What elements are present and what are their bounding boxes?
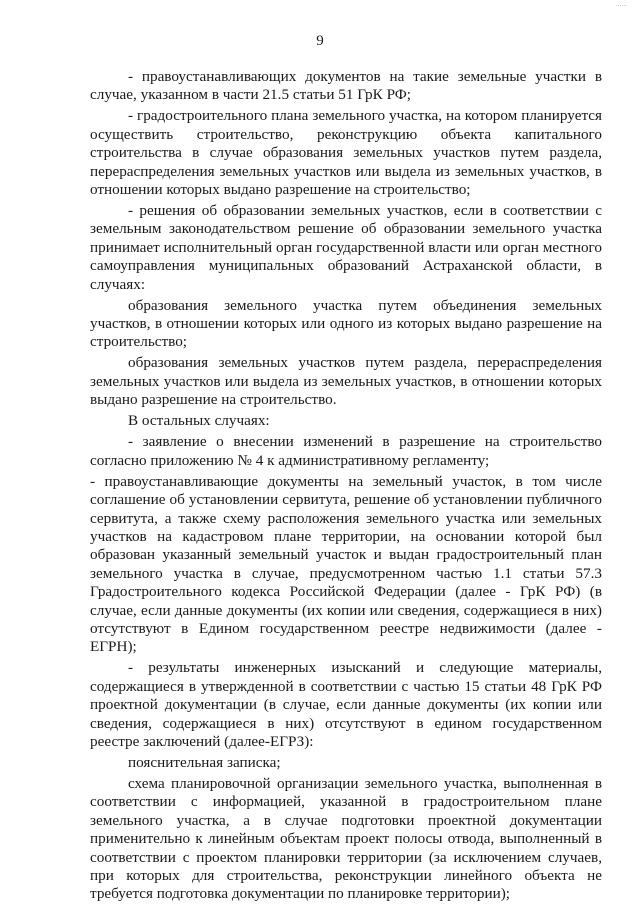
paragraph-2: - градостроительного плана земельного участка, на котором планируется осуществить строительство, реконструкцию объекта капитального строительства в случае образования земельных участков путем раздела, перераспределения земельных участков или выдела из земельных участков, в отношении которых выдано разрешение на строительство;: [90, 107, 602, 199]
paragraph-3: - решения об образовании земельных участков, если в соответствии с земельным законодательством решение об образовании земельного участка принимает исполнительный орган государственной власти или орган местного самоуправления муниципальных образований Астраханской области, в случаях:: [90, 202, 602, 293]
paragraph-1: - правоустанавливающих документов на такие земельные участки в случае, указанном в части 21.5 статьи 51 ГрК РФ;: [90, 68, 602, 104]
corner-mark: ......: [616, 2, 628, 8]
paragraph-4: образования земельного участка путем объединения земельных участков, в отношении которых или одного из которых выдано разрешение на строительство;: [90, 296, 602, 351]
paragraph-5: образования земельных участков путем раздела, перераспределения земельных участков или выдела из земельных участков, в отношении которых выдано разрешение на строительство.: [90, 354, 602, 409]
paragraph-8: - правоустанавливающие документы на земельный участок, в том числе соглашение об установлении сервитута, решение об установлении публичного сервитута, а также схему расположения земельного участка или земельных участков на кадастровом плане территории, на основании которой был образован указанный земельный участок и выдан градостроительный план земельного участка в случае, предусмотренном частью 1.1 статьи 57.3 Градостроительного кодекса Российской Федерации (далее - ГрК РФ) (в случае, если данные документы (их копии или сведения, содержащиеся в них) отсутствуют в Едином государственном реестре недвижимости (далее - ЕГРН);: [90, 472, 602, 656]
paragraph-6: В остальных случаях:: [128, 412, 270, 430]
page-body: [90, 68, 602, 906]
paragraph-11: схема планировочной организации земельного участка, выполненная в соответствии с информацией, указанной в градостроительном плане земельного участка, а в случае подготовки проектной документации применительно к линейным объектам проект полосы отвода, выполненный в соответствии с проектом планировки территории (за исключением случаев, при которых для строительства, реконструкции линейного объекта не требуется подготовка документации по планировке территории);: [90, 774, 602, 903]
paragraph-10: пояснительная записка;: [128, 753, 281, 771]
paragraph-7: - заявление о внесении изменений в разрешение на строительство согласно приложению № 4 к административному регламенту;: [90, 433, 602, 469]
paragraph-9: - результаты инженерных изысканий и следующие материалы, содержащиеся в утвержденной в соответствии с частью 15 статьи 48 ГрК РФ проектной документации (в случае, если данные документы (их копии или сведения, содержащиеся в них) отсутствуют в едином государственном реестре заключений (далее-ЕГРЗ):: [90, 659, 602, 750]
page-number: 9: [316, 33, 324, 49]
